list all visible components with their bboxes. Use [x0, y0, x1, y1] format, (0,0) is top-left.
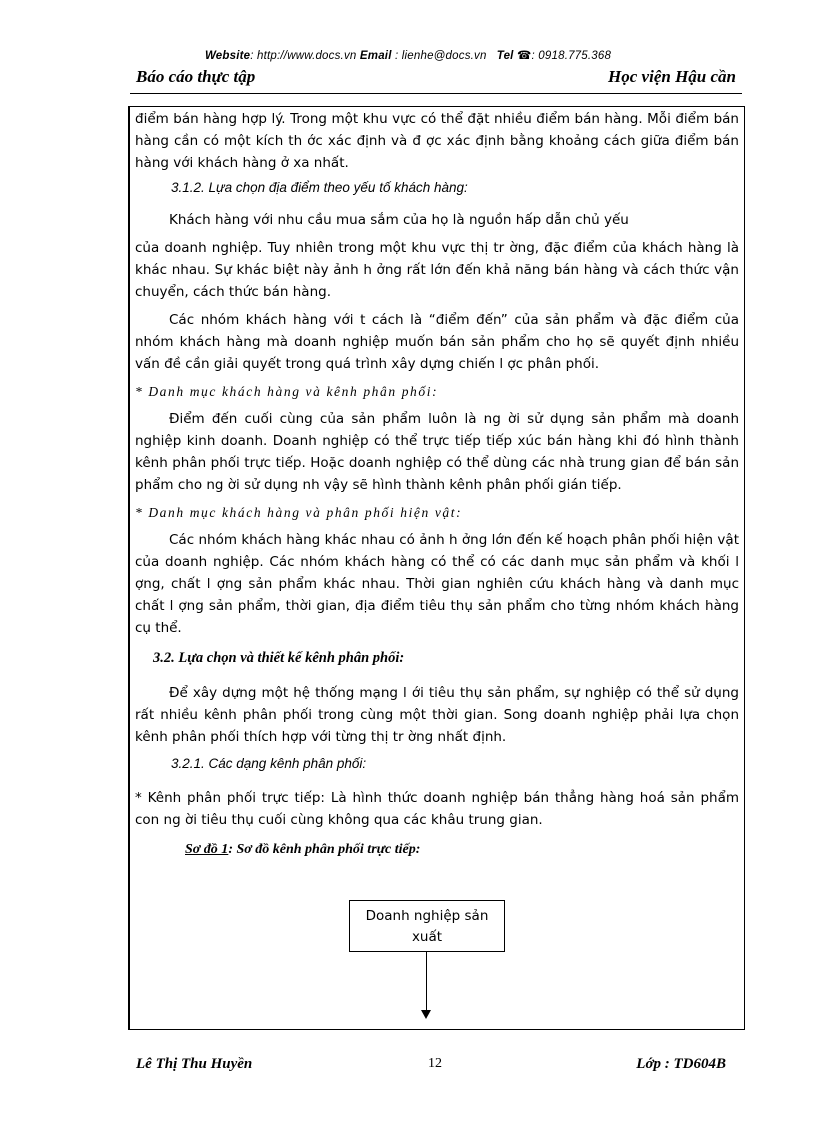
footer-author: Lê Thị Thu Huyền — [136, 1056, 253, 1072]
email-label: Email — [359, 50, 392, 62]
heading-3-1-2: 3.1.2. Lựa chọn địa điểm theo yếu tố khách hàng: — [171, 180, 468, 195]
website-value: : http://www.docs.vn — [250, 50, 357, 62]
paragraph-5: Các nhóm khách hàng khác nhau có ảnh h ởng lớn đến kế hoạch phân phối hiện vật của doanh nghiệp. Các nhóm khách hàng có thể có các danh mục sản phẩm và khối l ợng, chất l ợng sản phẩm khác nhau. Thời gian nghiên cứu khách hàng và danh mục chất l ợng sản phẩm, thời gian, địa điểm tiêu thụ sản phẩm cho từng nhóm khách hàng cụ thể. — [135, 532, 739, 636]
bullet-heading-1: * Danh mục khách hàng và kênh phân phối: — [135, 384, 439, 399]
institution-title: Học viện Hậu cần — [608, 67, 736, 86]
bullet-heading-2: * Danh mục khách hàng và phân phối hiện vật: — [135, 505, 463, 520]
heading-3-2: 3.2. Lựa chọn và thiết kế kênh phân phối: — [153, 650, 405, 666]
paragraph-7: * Kênh phân phối trực tiếp: Là hình thức doanh nghiệp bán thẳng hàng hoá sản phẩm con ng ời tiêu thụ cuối cùng không qua các khâu trung gian. — [135, 790, 739, 828]
figure-caption — [135, 839, 739, 861]
report-title: Báo cáo thực tập — [136, 67, 256, 86]
arrow-down-icon — [421, 1010, 431, 1019]
email-value: : lienhe@docs.vn — [395, 50, 487, 62]
phone-icon: ☎ — [516, 50, 532, 62]
diagram-node-manufacturer: Doanh nghiệp sản xuất — [349, 900, 505, 952]
paragraph-2a: Khách hàng với nhu cầu mua sắm của họ là nguồn hấp dẫn chủ yếu — [169, 212, 629, 228]
paragraph-6: Để xây dựng một hệ thống mạng l ới tiêu thụ sản phẩm, sự nghiệp có thể sử dụng rất nhiều kênh phân phối trong cùng một thời gian. Song doanh nghiệp phải lựa chọn kênh phân phối thích hợp với từng thị tr ờng nhất định. — [135, 685, 739, 745]
tel-label: Tel — [496, 50, 514, 62]
page-number: 12 — [428, 1056, 442, 1071]
paragraph-2b: của doanh nghiệp. Tuy nhiên trong một khu vực thị tr ờng, đặc điểm của khách hàng là khác nhau. Sự khác biệt này ảnh h ởng rất lớn đến khả năng bán hàng và cách thức vận chuyển, cách thức bán hàng. — [135, 240, 739, 300]
paragraph-3: Các nhóm khách hàng với t cách là “điểm đến” của sản phẩm và đặc điểm của nhóm khách hàng mà doanh nghiệp muốn bán sản phẩm cho họ sẽ quyết định nhiều vấn đề cần giải quyết trong quá trình xây dựng chiến l ợc phân phối. — [135, 312, 739, 372]
header-divider — [130, 93, 742, 94]
diagram-arrow — [426, 952, 427, 1012]
figure-label: Sơ đồ 1 — [185, 842, 229, 857]
paragraph-4: Điểm đến cuối cùng của sản phẩm luôn là ng ời sử dụng sản phẩm mà doanh nghiệp kinh doanh. Doanh nghiệp có thể trực tiếp tiếp xúc bán hàng khi đó hình thành kênh phân phối trực tiếp. Hoặc doanh nghiệp có thể dùng các nhà trung gian để bán sản phẩm cho ng ời sử dụng nh vậy sẽ hình thành kênh phân phối gián tiếp. — [135, 411, 739, 493]
header-contact-line — [0, 48, 816, 62]
tel-value: : 0918.775.368 — [531, 50, 612, 62]
paragraph-1: điểm bán hàng hợp lý. Trong một khu vực có thể đặt nhiều điểm bán hàng. Mỗi điểm bán hàng cần có một kích th ớc xác định và đ ợc xác định bằng khoảng cách giữa điểm bán hàng với khách hàng ở xa nhất. — [135, 111, 739, 171]
footer-class: Lớp : TD604B — [636, 1056, 726, 1072]
heading-3-2-1: 3.2.1. Các dạng kênh phân phối: — [171, 756, 367, 771]
page-content — [135, 108, 739, 861]
website-label: Website — [204, 50, 251, 62]
figure-title: : Sơ đồ kênh phân phối trực tiếp: — [228, 842, 421, 857]
